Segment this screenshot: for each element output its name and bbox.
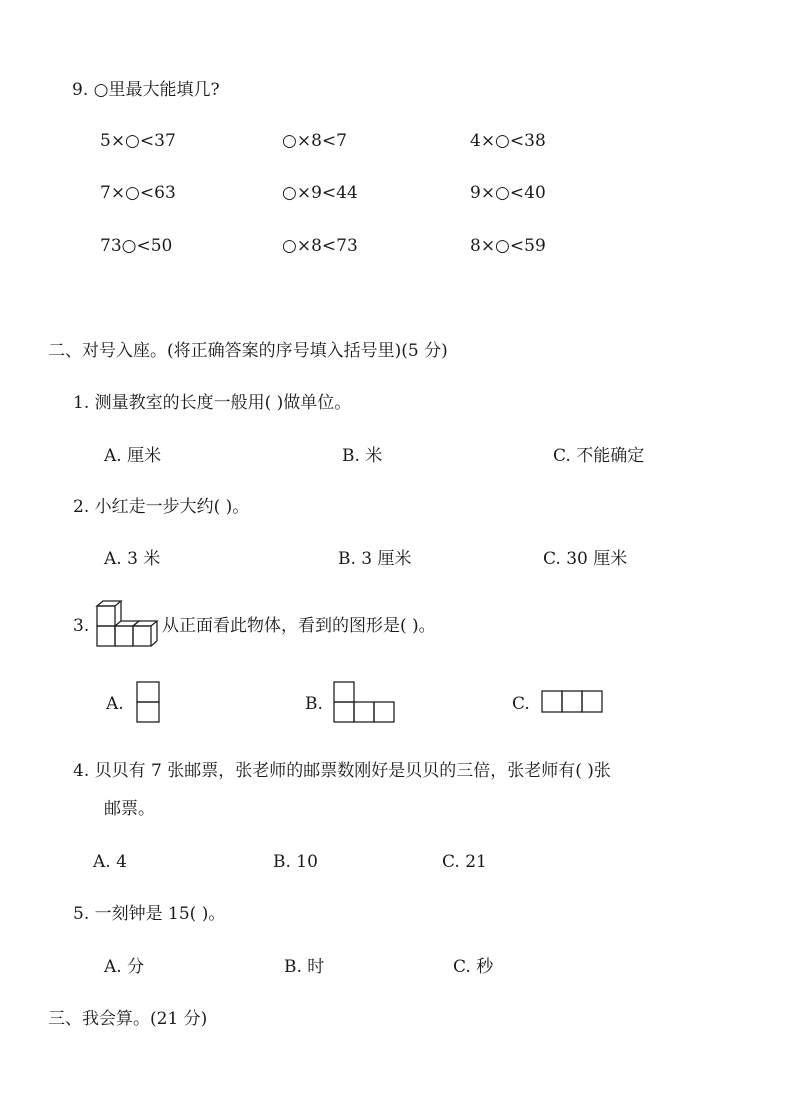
option-a: A. 厘米 [104,446,162,466]
option-c-figure [540,690,606,716]
question-2-stem: 2. 小红走一步大约( )。 [73,497,250,517]
q9-item: 9×○<40 [470,183,546,203]
question-4-stem: 4. 贝贝有 7 张邮票，张老师的邮票数刚好是贝贝的三倍，张老师有( )张 [73,761,611,781]
q9-item: 4×○<38 [470,131,546,151]
q9-item: 8×○<59 [470,236,546,256]
option-a: A. 分 [104,957,145,977]
question-3-number: 3. [73,616,90,636]
section-2-heading: 二、对号入座。(将正确答案的序号填入括号里)(5 分) [48,341,448,361]
option-b: B. 米 [342,446,383,466]
option-b-figure [333,681,399,725]
question-3-stem: 从正面看此物体，看到的图形是( )。 [162,616,436,636]
q9-item: 5×○<37 [100,131,176,151]
option-b: B. 10 [273,852,318,872]
cube-stack-figure [94,600,162,648]
option-a: A. [106,694,124,714]
option-a: A. 3 米 [104,549,161,569]
option-c: C. [512,694,530,714]
q9-item: 7×○<63 [100,183,176,203]
option-b: B. [305,694,323,714]
question-1-stem: 1. 测量教室的长度一般用( )做单位。 [73,393,352,413]
section-3-heading: 三、我会算。(21 分) [48,1009,208,1029]
question-5-stem: 5. 一刻钟是 15( )。 [73,904,226,924]
q9-item: ○×8<73 [282,236,358,256]
option-a-figure [136,681,164,725]
option-a: A. 4 [93,852,127,872]
option-c: C. 21 [442,852,487,872]
q9-title: 9. ○里最大能填几? [72,80,220,100]
q9-item: 73○<50 [100,236,173,256]
question-4-stem-continued: 邮票。 [104,799,155,819]
option-b: B. 3 厘米 [338,549,412,569]
option-c: C. 不能确定 [553,446,645,466]
option-b: B. 时 [284,957,325,977]
q9-item: ○×8<7 [282,131,347,151]
option-c: C. 秒 [453,957,494,977]
option-c: C. 30 厘米 [543,549,628,569]
q9-item: ○×9<44 [282,183,358,203]
